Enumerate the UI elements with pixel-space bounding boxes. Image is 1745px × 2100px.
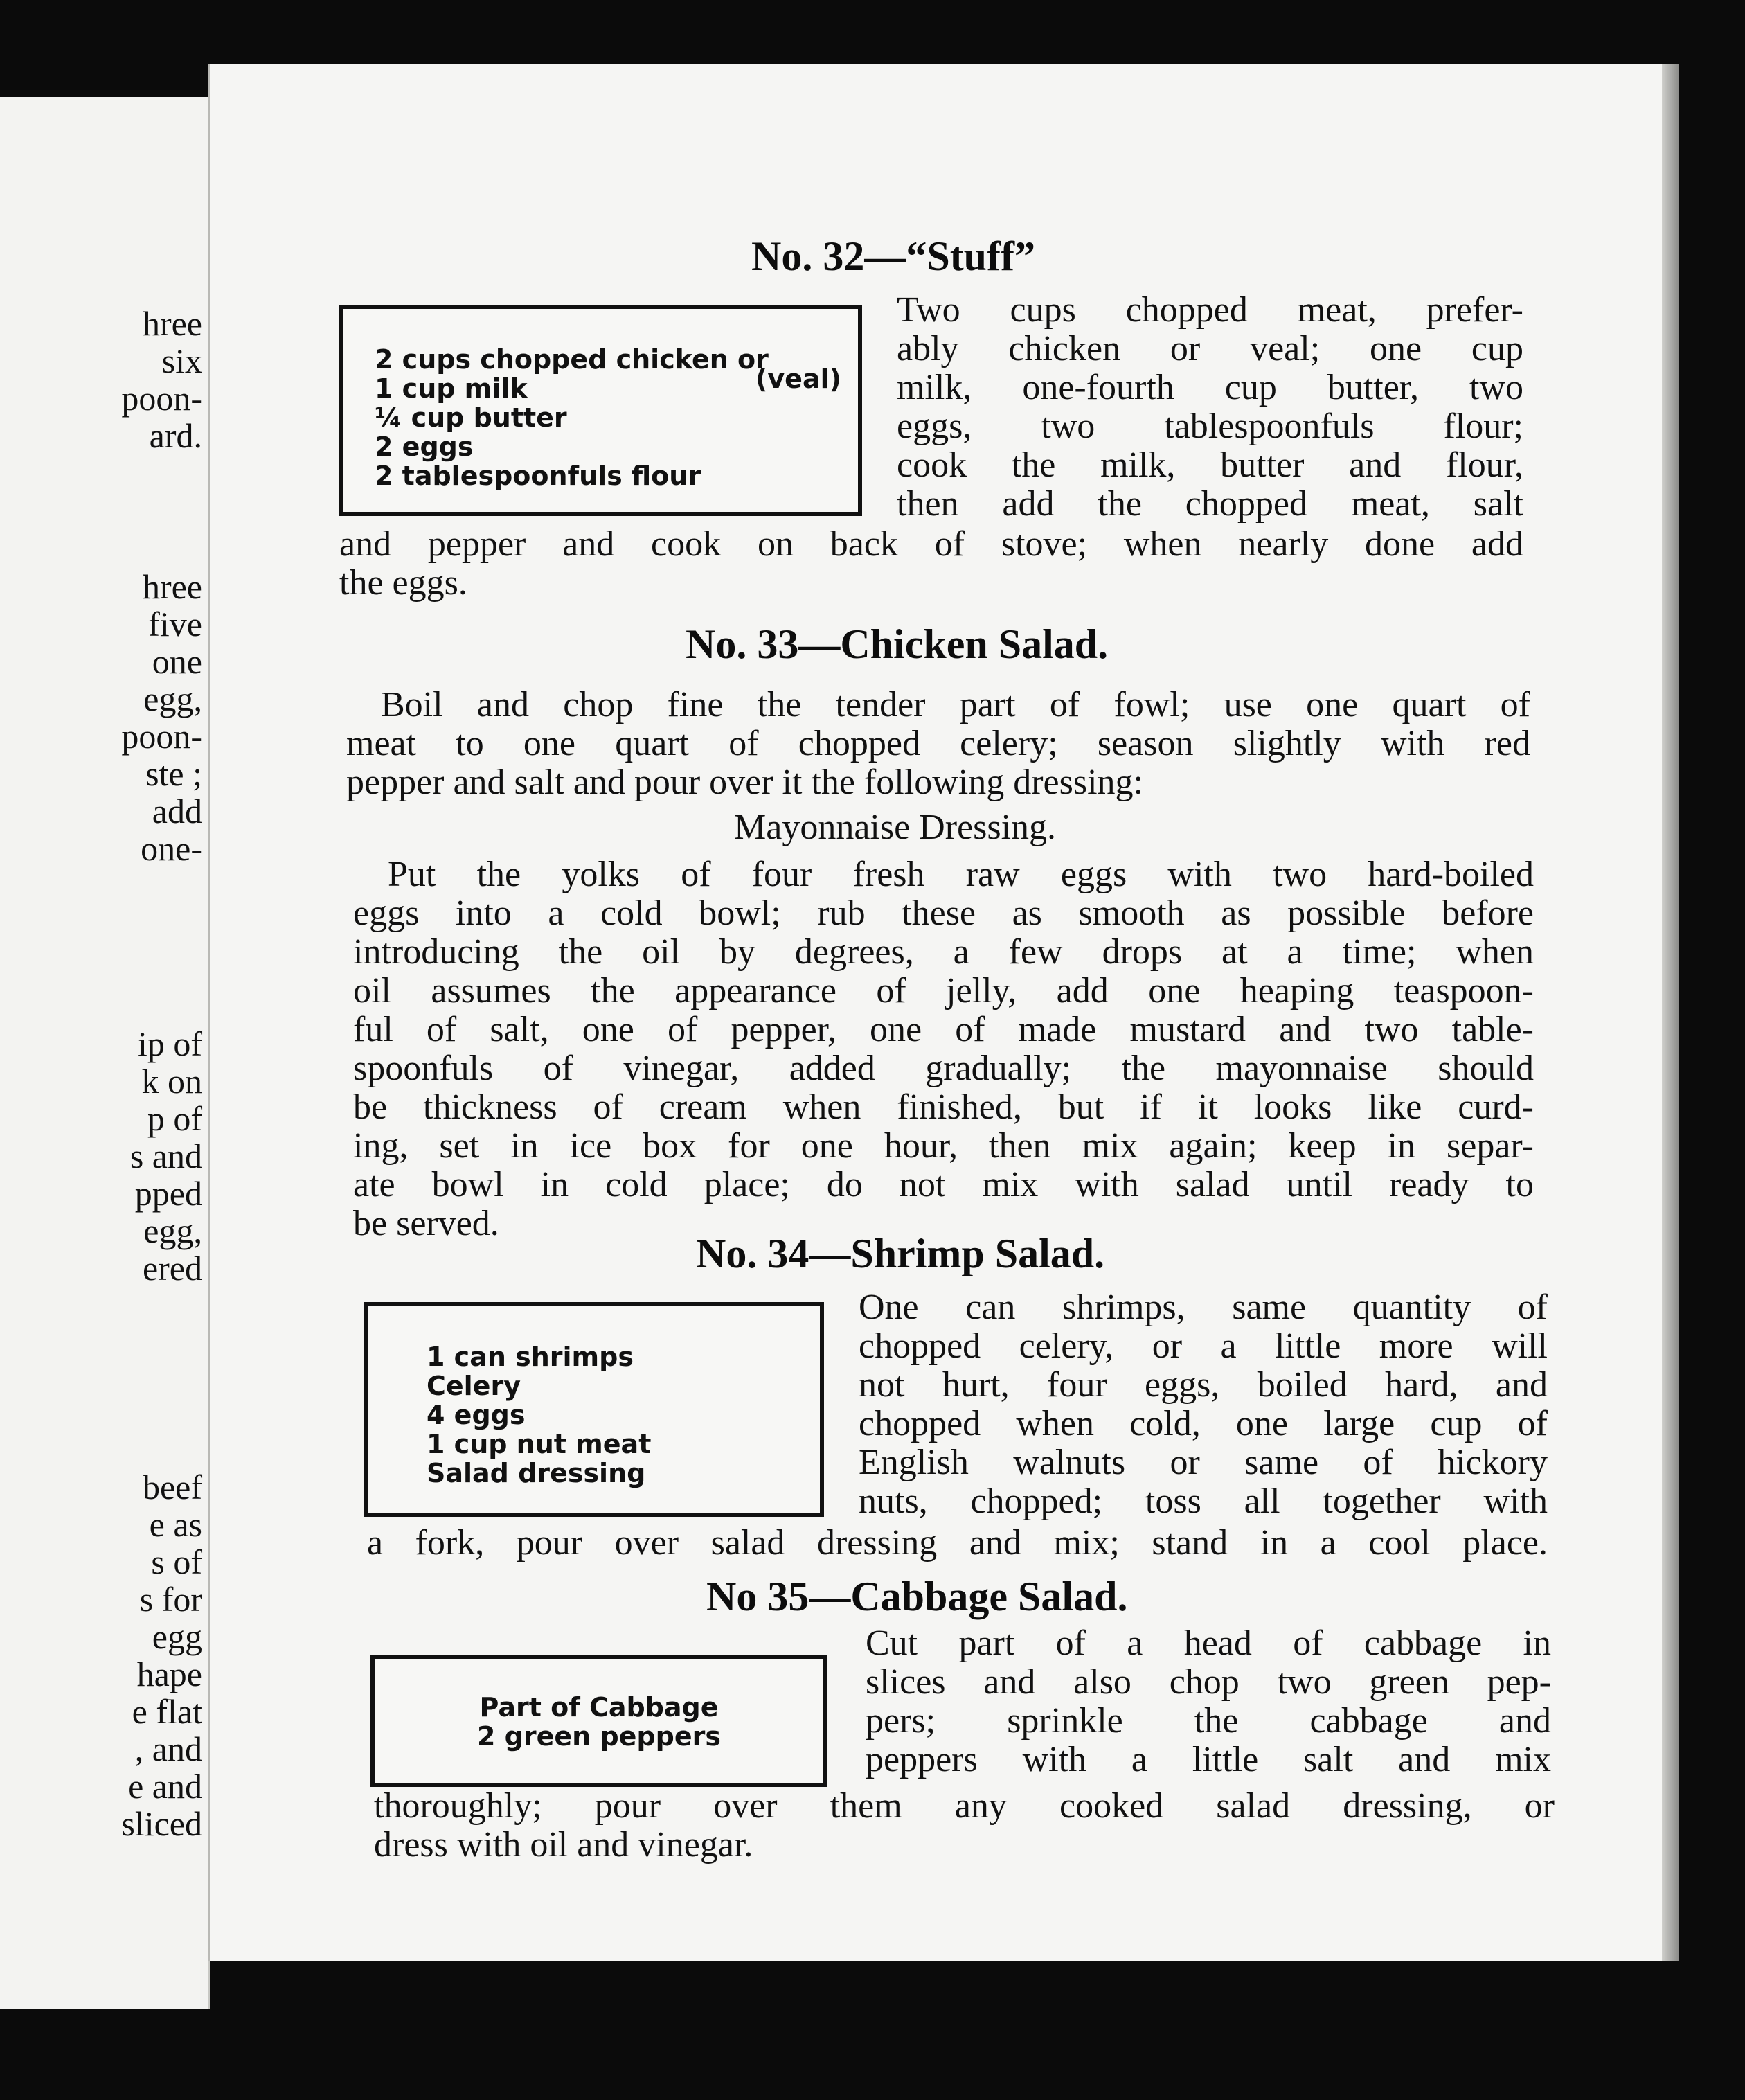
- text-line: Put the yolks of four fresh raw eggs with two hard-boiled: [388, 855, 1534, 894]
- left-line: ered: [142, 1249, 202, 1288]
- text-line: pepper and salt and pour over it the following dressing:: [346, 763, 1143, 802]
- text-line: Boil and chop fine the tender part of fowl; use one quart of: [381, 685, 1530, 724]
- text-line: slices and also chop two green pep-: [866, 1662, 1551, 1702]
- text-line: spoonfuls of vinegar, added gradually; the mayonnaise should: [353, 1049, 1534, 1088]
- left-line: egg,: [143, 1211, 202, 1250]
- text-line: Cut part of a head of cabbage in: [866, 1623, 1551, 1663]
- text-line: thoroughly; pour over them any cooked salad dressing, or: [374, 1786, 1555, 1826]
- left-line: add: [152, 792, 202, 830]
- recipe-35-ingredient-box: [370, 1655, 827, 1787]
- text-line: introducing the oil by degrees, a few drops at a time; when: [353, 932, 1534, 972]
- left-line: one: [152, 642, 202, 681]
- recipe-34-heading: No. 34—Shrimp Salad.: [696, 1231, 1105, 1276]
- left-line: p of: [147, 1099, 202, 1138]
- left-line: s for: [139, 1580, 202, 1619]
- left-line: hape: [136, 1655, 202, 1693]
- text-line: eggs, two tablespoonfuls flour;: [897, 407, 1523, 446]
- recipe-35-text-full: [374, 1787, 1555, 1865]
- left-line: , and: [134, 1729, 202, 1768]
- left-text-block-4: [121, 1468, 202, 1842]
- left-line: pped: [134, 1174, 202, 1213]
- text-line: dress with oil and vinegar.: [374, 1825, 753, 1865]
- recipe-32-ingredient-box: [339, 305, 862, 516]
- ingredient-item: 2 eggs: [375, 431, 474, 462]
- text-line: be served.: [353, 1204, 499, 1243]
- left-line: s and: [129, 1137, 202, 1175]
- left-line: k on: [141, 1062, 202, 1101]
- text-line: ing, set in ice box for one hour, then mix again; keep in separ-: [353, 1126, 1534, 1166]
- ingredient-item: 4 eggs: [427, 1400, 526, 1430]
- left-line: egg,: [143, 679, 202, 718]
- text-line: One can shrimps, same quantity of: [859, 1288, 1548, 1327]
- left-line: one-: [141, 829, 202, 868]
- recipe-34-ingredient-box: [364, 1302, 824, 1517]
- recipe-32-text-full: [339, 525, 1523, 603]
- text-line: pers; sprinkle the cabbage and: [866, 1701, 1551, 1741]
- text-line: then add the chopped meat, salt: [897, 484, 1523, 524]
- left-line: s of: [151, 1542, 202, 1581]
- mayonnaise-subheading: Mayonnaise Dressing.: [734, 808, 1057, 847]
- left-line: ard.: [149, 416, 202, 455]
- left-line: six: [161, 341, 202, 380]
- text-line: oil assumes the appearance of jelly, add one heaping teaspoon-: [353, 971, 1534, 1011]
- left-text-block-2: [121, 568, 202, 867]
- text-line: chopped when cold, one large cup of: [859, 1404, 1548, 1443]
- ingredient-list: [375, 345, 769, 490]
- left-line: poon-: [121, 379, 202, 418]
- left-line: e and: [128, 1767, 202, 1806]
- ingredient-aside-note: (veal): [755, 364, 841, 394]
- ingredient-item: ¼ cup butter: [375, 402, 567, 433]
- left-line: five: [148, 605, 202, 643]
- ingredient-item: 1 cup nut meat: [427, 1429, 652, 1459]
- text-line: the eggs.: [339, 563, 467, 603]
- left-line: hree: [142, 304, 202, 343]
- left-line: poon-: [121, 717, 202, 756]
- ingredient-item: 2 cups chopped chicken or: [375, 344, 769, 375]
- left-line: sliced: [121, 1804, 202, 1843]
- ingredient-item: 1 cup milk: [375, 373, 528, 404]
- recipe-35-text-right: [866, 1624, 1551, 1779]
- text-line: a fork, pour over salad dressing and mix; stand in a cool place.: [367, 1523, 1548, 1563]
- text-line: milk, one-fourth cup butter, two: [897, 368, 1523, 407]
- text-line: and pepper and cook on back of stove; when nearly done add: [339, 524, 1523, 564]
- ingredient-item: Salad dressing: [427, 1458, 646, 1488]
- text-line: chopped celery, or a little more will: [859, 1326, 1548, 1366]
- text-line: meat to one quart of chopped celery; season slightly with red: [346, 724, 1530, 763]
- text-line: be thickness of cream when finished, but if it looks like curd-: [353, 1087, 1534, 1127]
- recipe-33-text: [346, 686, 1530, 802]
- recipe-32-heading: No. 32—“Stuff”: [751, 233, 1036, 279]
- left-line: beef: [142, 1468, 202, 1506]
- recipe-34-text-right: [859, 1288, 1548, 1521]
- left-line: ste ;: [145, 754, 202, 793]
- ingredient-item: Part of Cabbage: [479, 1692, 719, 1723]
- left-line: e flat: [132, 1692, 202, 1731]
- text-line: peppers with a little salt and mix: [866, 1740, 1551, 1779]
- ingredient-item: 1 can shrimps: [427, 1342, 634, 1372]
- recipe-35-heading: No 35—Cabbage Salad.: [706, 1574, 1128, 1619]
- left-line: ip of: [137, 1024, 202, 1063]
- ingredient-list: [427, 1342, 651, 1488]
- recipe-32-text-right: [897, 291, 1523, 524]
- left-text-block-1: [121, 305, 202, 454]
- recipe-34-text-full: [367, 1524, 1548, 1563]
- text-line: ate bowl in cold place; do not mix with salad until ready to: [353, 1165, 1534, 1204]
- left-page-fragment: [0, 97, 210, 2009]
- recipe-33-heading: No. 33—Chicken Salad.: [686, 621, 1109, 667]
- left-text-block-3: [130, 1025, 202, 1287]
- text-line: nuts, chopped; toss all together with: [859, 1481, 1548, 1521]
- ingredient-list: [375, 1693, 823, 1751]
- ingredient-item: Celery: [427, 1371, 521, 1401]
- ingredient-item: 2 tablespoonfuls flour: [375, 461, 701, 491]
- text-line: eggs into a cold bowl; rub these as smooth as possible before: [353, 893, 1534, 933]
- text-line: ful of salt, one of pepper, one of made mustard and two table-: [353, 1010, 1534, 1049]
- mayonnaise-dressing-text: [353, 855, 1534, 1243]
- left-line: egg: [152, 1617, 202, 1656]
- text-line: Two cups chopped meat, prefer-: [897, 290, 1523, 330]
- text-line: not hurt, four eggs, boiled hard, and: [859, 1365, 1548, 1405]
- left-line: hree: [142, 567, 202, 606]
- text-line: English walnuts or same of hickory: [859, 1443, 1548, 1482]
- left-line: e as: [149, 1505, 202, 1544]
- text-line: cook the milk, butter and flour,: [897, 445, 1523, 485]
- text-line: ably chicken or veal; one cup: [897, 329, 1523, 368]
- page-edge-shadow: [1662, 64, 1679, 1961]
- ingredient-item: 2 green peppers: [477, 1721, 721, 1752]
